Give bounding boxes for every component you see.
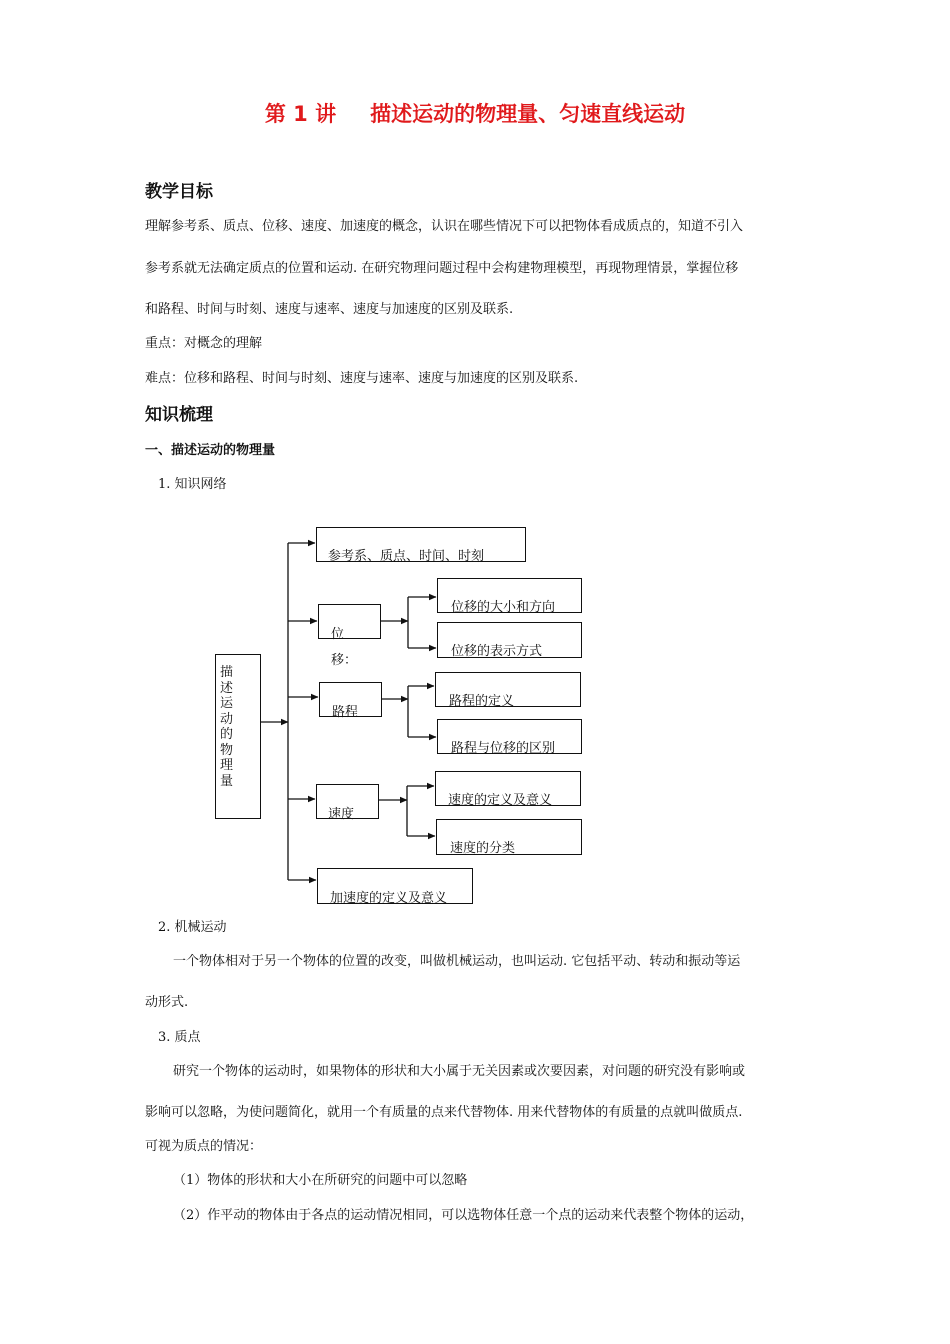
node-displacement-representation xyxy=(437,622,582,658)
knowledge-heading: 知识梳理 xyxy=(145,405,213,425)
node-acceleration-label: 加速度的定义及意义 xyxy=(330,891,448,906)
node-acceleration xyxy=(317,868,473,904)
node-velocity-definition-label: 速度的定义及意义 xyxy=(448,793,553,808)
goals-line-3: 和路程、时间与时刻、速度与速率、速度与加速度的区别及联系. xyxy=(145,302,514,317)
node-path-label: 路程 xyxy=(332,705,359,720)
node-displacement-label-b: 移： xyxy=(331,653,358,668)
node-path-vs-displacement xyxy=(437,719,582,754)
item-3-paragraph-1: 研究一个物体的运动时，如果物体的形状和大小属于无关因素或次要因素，对问题的研究没有影响或 xyxy=(173,1064,746,1079)
item-3-paragraph-2: 影响可以忽略，为使问题简化，就用一个有质量的点来代替物体. 用来代替物体的有质量的点就叫做质点. xyxy=(145,1105,743,1120)
item-2-paragraph-1: 一个物体相对于另一个物体的位置的改变，叫做机械运动，也叫运动. 它包括平动、转动和振动等运 xyxy=(173,954,741,969)
goals-line-1: 理解参考系、质点、位移、速度、加速度的概念，认识在哪些情况下可以把物体看成质点的，知道不引入 xyxy=(145,219,744,234)
node-velocity xyxy=(316,784,379,822)
difficult-point: 难点：位移和路程、时间与时刻、速度与速率、速度与加速度的区别及联系. xyxy=(145,371,579,386)
node-velocity-label: 速度 xyxy=(328,807,355,822)
lecture-topic: 描述运动的物理量、匀速直线运动 xyxy=(370,102,686,126)
root-node-label: 描述运动的物理量 xyxy=(220,665,234,789)
node-velocity-definition xyxy=(435,771,581,806)
node-displacement-representation-label: 位移的表示方式 xyxy=(451,644,543,659)
item-2-heading: 2. 机械运动 xyxy=(158,920,227,935)
node-reference-frame-label: 参考系、质点、时间、时刻 xyxy=(328,549,485,564)
item-3-heading: 3. 质点 xyxy=(158,1030,201,1045)
node-path-definition-label: 路程的定义 xyxy=(449,694,515,709)
particle-case-1: （1）物体的形状和大小在所研究的问题中可以忽略 xyxy=(173,1173,468,1188)
key-point: 重点：对概念的理解 xyxy=(145,336,263,351)
node-displacement xyxy=(318,604,381,642)
particle-case-2: （2）作平动的物体由于各点的运动情况相同，可以选物体任意一个点的运动来代表整个物体的运动， xyxy=(173,1208,754,1223)
goals-heading: 教学目标 xyxy=(145,182,213,202)
section-1-heading: 一、描述运动的物理量 xyxy=(145,443,276,458)
node-displacement-label-a: 位 xyxy=(331,627,345,642)
goals-line-2: 参考系就无法确定质点的位置和运动. 在研究物理问题过程中会构建物理模型，再现物理情景，掌握位移 xyxy=(145,261,739,276)
item-3-paragraph-3: 可视为质点的情况： xyxy=(145,1139,263,1154)
node-velocity-types xyxy=(436,819,582,855)
root-node xyxy=(215,654,261,819)
node-velocity-types-label: 速度的分类 xyxy=(450,841,516,856)
item-1-heading: 1. 知识网络 xyxy=(158,477,227,492)
node-reference-frame xyxy=(316,527,526,562)
node-path xyxy=(319,682,382,720)
lecture-number: 第 1 讲 xyxy=(264,102,337,126)
node-path-definition xyxy=(435,672,581,707)
item-2-paragraph-2: 动形式. xyxy=(145,995,189,1010)
page-title xyxy=(0,98,950,128)
node-displacement-magnitude xyxy=(437,578,582,613)
node-displacement-magnitude-label: 位移的大小和方向 xyxy=(451,600,556,615)
node-path-vs-displacement-label: 路程与位移的区别 xyxy=(451,741,556,756)
